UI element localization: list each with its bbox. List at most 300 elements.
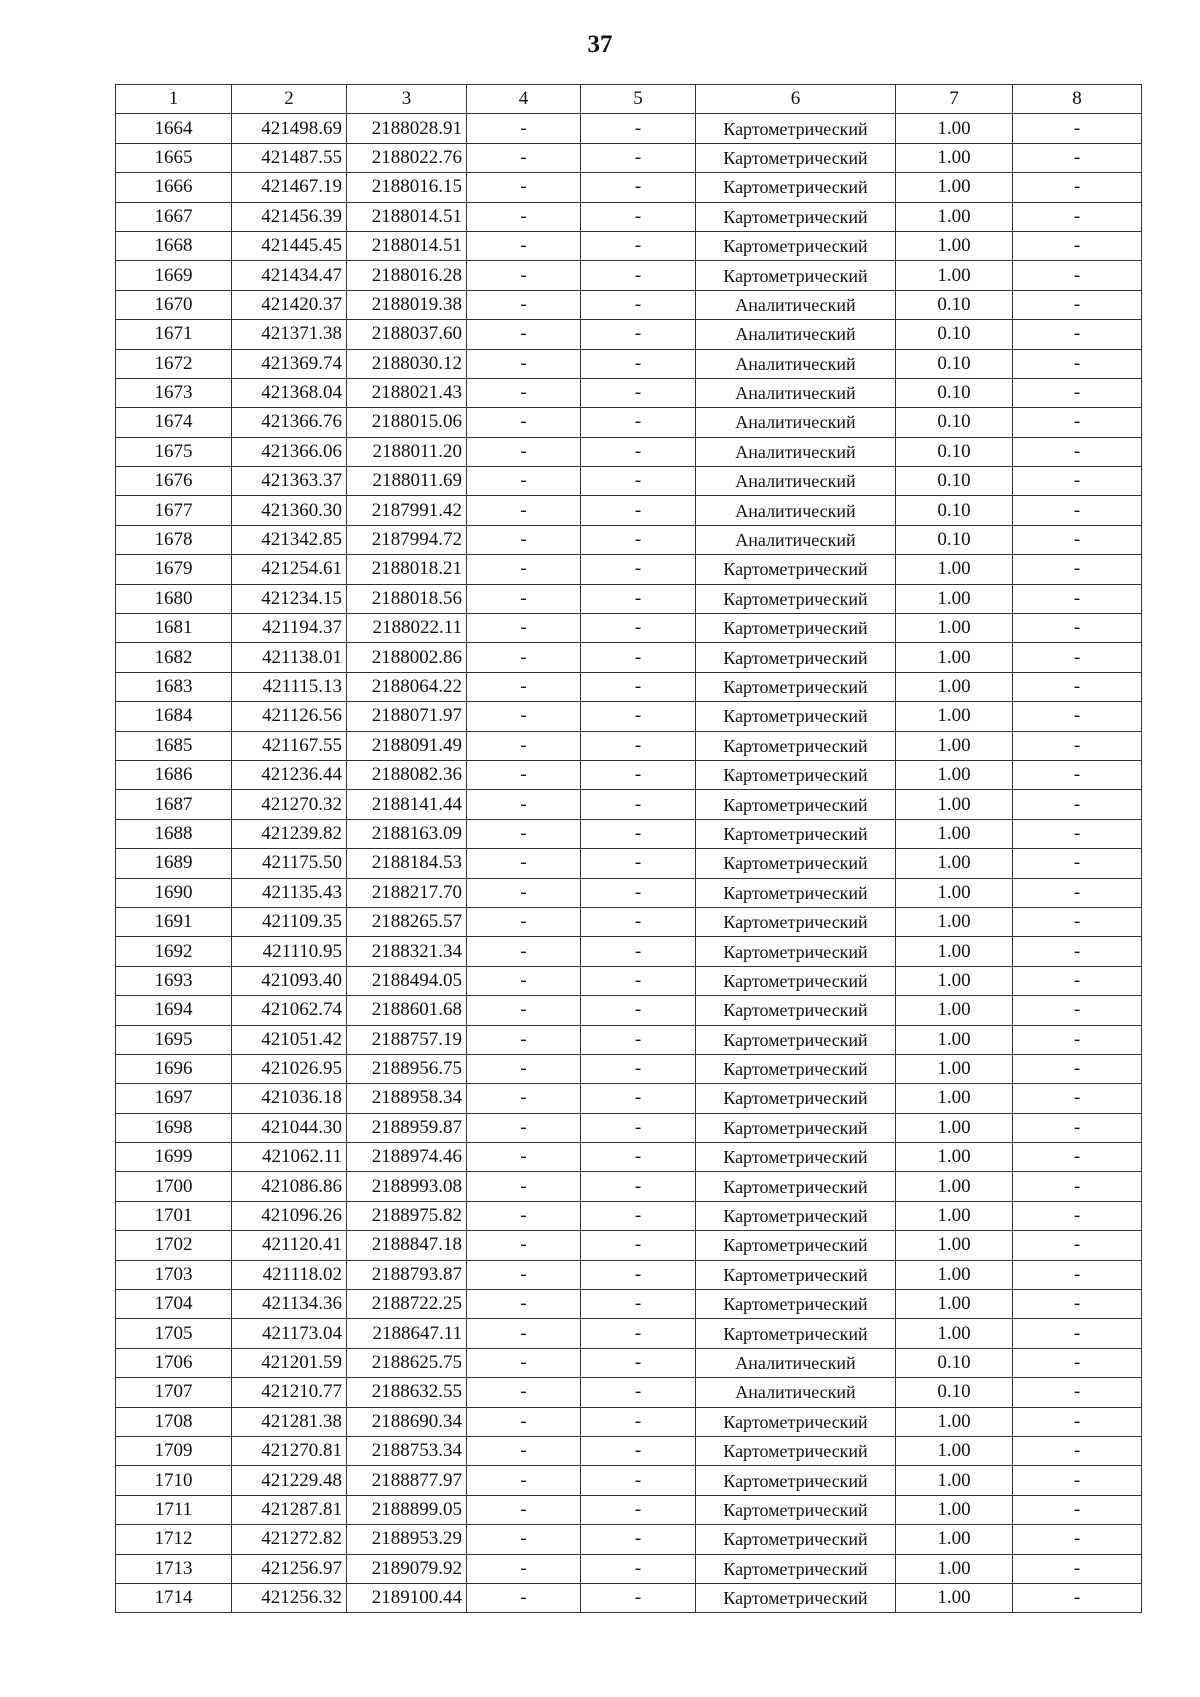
y-coordinate-cell: 2188015.06 (347, 408, 467, 437)
accuracy-cell: 1.00 (896, 790, 1013, 819)
accuracy-cell: 1.00 (896, 1525, 1013, 1554)
accuracy-cell: 0.10 (896, 349, 1013, 378)
point-number-cell: 1683 (116, 672, 232, 701)
column-5-cell: - (581, 1290, 696, 1319)
table-row (116, 555, 1142, 584)
column-8-cell: - (1013, 1201, 1142, 1230)
column-5-cell: - (581, 849, 696, 878)
accuracy-cell: 1.00 (896, 643, 1013, 672)
point-number-cell: 1669 (116, 261, 232, 290)
method-cell: Аналитический (696, 1348, 896, 1377)
column-5-cell: - (581, 731, 696, 760)
method-cell: Картометрический (696, 1495, 896, 1524)
coordinates-table (115, 84, 1142, 1613)
column-4-cell: - (467, 878, 581, 907)
point-number-cell: 1677 (116, 496, 232, 525)
y-coordinate-cell: 2188014.51 (347, 231, 467, 260)
x-coordinate-cell: 421366.76 (232, 408, 347, 437)
column-5-cell: - (581, 760, 696, 789)
table-row (116, 1113, 1142, 1142)
table-row (116, 1378, 1142, 1407)
point-number-cell: 1670 (116, 290, 232, 319)
column-4-cell: - (467, 143, 581, 172)
method-cell: Аналитический (696, 320, 896, 349)
method-cell: Картометрический (696, 996, 896, 1025)
point-number-cell: 1702 (116, 1231, 232, 1260)
page-number: 37 (587, 31, 613, 58)
column-8-cell: - (1013, 525, 1142, 554)
y-coordinate-cell: 2188958.34 (347, 1084, 467, 1113)
column-4-cell: - (467, 1201, 581, 1230)
x-coordinate-cell: 421135.43 (232, 878, 347, 907)
column-4-cell: - (467, 1378, 581, 1407)
column-5-cell: - (581, 290, 696, 319)
table-row (116, 261, 1142, 290)
y-coordinate-cell: 2188217.70 (347, 878, 467, 907)
table-row (116, 437, 1142, 466)
table-body (116, 114, 1142, 1613)
table-row (116, 849, 1142, 878)
column-8-cell: - (1013, 1143, 1142, 1172)
point-number-cell: 1707 (116, 1378, 232, 1407)
y-coordinate-cell: 2188959.87 (347, 1113, 467, 1142)
x-coordinate-cell: 421138.01 (232, 643, 347, 672)
column-8-cell: - (1013, 1113, 1142, 1142)
y-coordinate-cell: 2188011.20 (347, 437, 467, 466)
column-5-cell: - (581, 1436, 696, 1465)
column-8-cell: - (1013, 1231, 1142, 1260)
table-row (116, 643, 1142, 672)
table-row (116, 1495, 1142, 1524)
accuracy-cell: 1.00 (896, 1113, 1013, 1142)
table-row (116, 408, 1142, 437)
x-coordinate-cell: 421173.04 (232, 1319, 347, 1348)
column-5-cell: - (581, 878, 696, 907)
column-4-cell: - (467, 1319, 581, 1348)
y-coordinate-cell: 2188877.97 (347, 1466, 467, 1495)
method-cell: Картометрический (696, 1201, 896, 1230)
column-5-cell: - (581, 555, 696, 584)
table-row (116, 1407, 1142, 1436)
column-4-cell: - (467, 290, 581, 319)
table-header-row (116, 85, 1142, 114)
column-8-cell: - (1013, 1378, 1142, 1407)
method-cell: Картометрический (696, 555, 896, 584)
column-8-cell: - (1013, 996, 1142, 1025)
table-row (116, 525, 1142, 554)
column-4-cell: - (467, 1436, 581, 1465)
table-row (116, 496, 1142, 525)
column-4-cell: - (467, 1407, 581, 1436)
table-row (116, 143, 1142, 172)
column-4-cell: - (467, 525, 581, 554)
accuracy-cell: 1.00 (896, 231, 1013, 260)
column-8-cell: - (1013, 907, 1142, 936)
table-row (116, 1436, 1142, 1465)
table-row (116, 819, 1142, 848)
y-coordinate-cell: 2188028.91 (347, 114, 467, 143)
column-8-cell: - (1013, 114, 1142, 143)
table-row (116, 1231, 1142, 1260)
accuracy-cell: 1.00 (896, 555, 1013, 584)
method-cell: Картометрический (696, 1319, 896, 1348)
method-cell: Картометрический (696, 907, 896, 936)
x-coordinate-cell: 421287.81 (232, 1495, 347, 1524)
point-number-cell: 1681 (116, 614, 232, 643)
point-number-cell: 1700 (116, 1172, 232, 1201)
table-row (116, 1319, 1142, 1348)
column-8-cell: - (1013, 1466, 1142, 1495)
point-number-cell: 1705 (116, 1319, 232, 1348)
y-coordinate-cell: 2188722.25 (347, 1290, 467, 1319)
table-row (116, 878, 1142, 907)
column-8-cell: - (1013, 966, 1142, 995)
column-8-cell: - (1013, 261, 1142, 290)
column-8-cell: - (1013, 555, 1142, 584)
x-coordinate-cell: 421254.61 (232, 555, 347, 584)
column-4-cell: - (467, 849, 581, 878)
y-coordinate-cell: 2188184.53 (347, 849, 467, 878)
column-5-cell: - (581, 1348, 696, 1377)
column-5-cell: - (581, 1143, 696, 1172)
column-4-cell: - (467, 996, 581, 1025)
method-cell: Картометрический (696, 790, 896, 819)
table-row (116, 790, 1142, 819)
accuracy-cell: 0.10 (896, 320, 1013, 349)
column-8-cell: - (1013, 1054, 1142, 1083)
column-8-cell: - (1013, 1084, 1142, 1113)
accuracy-cell: 1.00 (896, 1554, 1013, 1583)
column-5-cell: - (581, 1495, 696, 1524)
column-8-cell: - (1013, 731, 1142, 760)
method-cell: Картометрический (696, 702, 896, 731)
column-4-cell: - (467, 643, 581, 672)
column-8-cell: - (1013, 878, 1142, 907)
y-coordinate-cell: 2188793.87 (347, 1260, 467, 1289)
column-5-cell: - (581, 937, 696, 966)
column-5-cell: - (581, 1378, 696, 1407)
table-row (116, 1054, 1142, 1083)
method-cell: Аналитический (696, 290, 896, 319)
column-4-cell: - (467, 1025, 581, 1054)
point-number-cell: 1704 (116, 1290, 232, 1319)
accuracy-cell: 1.00 (896, 1084, 1013, 1113)
x-coordinate-cell: 421420.37 (232, 290, 347, 319)
method-cell: Картометрический (696, 819, 896, 848)
table-row (116, 966, 1142, 995)
column-4-cell: - (467, 1583, 581, 1612)
point-number-cell: 1680 (116, 584, 232, 613)
method-cell: Картометрический (696, 231, 896, 260)
table-row (116, 1025, 1142, 1054)
point-number-cell: 1694 (116, 996, 232, 1025)
accuracy-cell: 1.00 (896, 202, 1013, 231)
method-cell: Картометрический (696, 1583, 896, 1612)
column-5-cell: - (581, 1025, 696, 1054)
point-number-cell: 1698 (116, 1113, 232, 1142)
point-number-cell: 1674 (116, 408, 232, 437)
x-coordinate-cell: 421467.19 (232, 173, 347, 202)
accuracy-cell: 1.00 (896, 702, 1013, 731)
table-row (116, 1201, 1142, 1230)
accuracy-cell: 1.00 (896, 907, 1013, 936)
column-5-cell: - (581, 1113, 696, 1142)
method-cell: Аналитический (696, 467, 896, 496)
method-cell: Картометрический (696, 143, 896, 172)
point-number-cell: 1714 (116, 1583, 232, 1612)
column-4-cell: - (467, 907, 581, 936)
method-cell: Картометрический (696, 1113, 896, 1142)
column-8-cell: - (1013, 1583, 1142, 1612)
column-5-cell: - (581, 1554, 696, 1583)
x-coordinate-cell: 421044.30 (232, 1113, 347, 1142)
x-coordinate-cell: 421036.18 (232, 1084, 347, 1113)
accuracy-cell: 0.10 (896, 525, 1013, 554)
accuracy-cell: 1.00 (896, 1495, 1013, 1524)
accuracy-cell: 0.10 (896, 408, 1013, 437)
table-row (116, 614, 1142, 643)
y-coordinate-cell: 2188016.15 (347, 173, 467, 202)
method-cell: Аналитический (696, 378, 896, 407)
y-coordinate-cell: 2187994.72 (347, 525, 467, 554)
x-coordinate-cell: 421109.35 (232, 907, 347, 936)
column-8-cell: - (1013, 290, 1142, 319)
point-number-cell: 1699 (116, 1143, 232, 1172)
column-4-cell: - (467, 937, 581, 966)
accuracy-cell: 1.00 (896, 1407, 1013, 1436)
table-row (116, 1583, 1142, 1612)
y-coordinate-cell: 2188625.75 (347, 1348, 467, 1377)
point-number-cell: 1701 (116, 1201, 232, 1230)
column-8-cell: - (1013, 672, 1142, 701)
method-cell: Картометрический (696, 1084, 896, 1113)
table-row (116, 114, 1142, 143)
column-4-cell: - (467, 467, 581, 496)
accuracy-cell: 1.00 (896, 261, 1013, 290)
method-cell: Картометрический (696, 1290, 896, 1319)
header-cell: 5 (581, 85, 696, 114)
table-row (116, 378, 1142, 407)
point-number-cell: 1695 (116, 1025, 232, 1054)
x-coordinate-cell: 421272.82 (232, 1525, 347, 1554)
column-5-cell: - (581, 173, 696, 202)
point-number-cell: 1712 (116, 1525, 232, 1554)
y-coordinate-cell: 2188018.21 (347, 555, 467, 584)
y-coordinate-cell: 2188757.19 (347, 1025, 467, 1054)
x-coordinate-cell: 421086.86 (232, 1172, 347, 1201)
point-number-cell: 1691 (116, 907, 232, 936)
column-5-cell: - (581, 1466, 696, 1495)
table-row (116, 907, 1142, 936)
column-4-cell: - (467, 408, 581, 437)
x-coordinate-cell: 421210.77 (232, 1378, 347, 1407)
column-8-cell: - (1013, 202, 1142, 231)
table-row (116, 1172, 1142, 1201)
accuracy-cell: 0.10 (896, 1348, 1013, 1377)
accuracy-cell: 1.00 (896, 760, 1013, 789)
column-5-cell: - (581, 672, 696, 701)
column-5-cell: - (581, 1054, 696, 1083)
method-cell: Картометрический (696, 760, 896, 789)
accuracy-cell: 1.00 (896, 1436, 1013, 1465)
column-5-cell: - (581, 408, 696, 437)
method-cell: Картометрический (696, 1407, 896, 1436)
accuracy-cell: 1.00 (896, 996, 1013, 1025)
accuracy-cell: 1.00 (896, 143, 1013, 172)
table-row (116, 1348, 1142, 1377)
point-number-cell: 1678 (116, 525, 232, 554)
header-cell: 3 (347, 85, 467, 114)
method-cell: Картометрический (696, 849, 896, 878)
point-number-cell: 1667 (116, 202, 232, 231)
point-number-cell: 1689 (116, 849, 232, 878)
y-coordinate-cell: 2188014.51 (347, 202, 467, 231)
column-8-cell: - (1013, 614, 1142, 643)
x-coordinate-cell: 421360.30 (232, 496, 347, 525)
method-cell: Картометрический (696, 1466, 896, 1495)
table-row (116, 1554, 1142, 1583)
y-coordinate-cell: 2188022.76 (347, 143, 467, 172)
x-coordinate-cell: 421498.69 (232, 114, 347, 143)
column-5-cell: - (581, 1583, 696, 1612)
column-4-cell: - (467, 672, 581, 701)
x-coordinate-cell: 421062.11 (232, 1143, 347, 1172)
x-coordinate-cell: 421167.55 (232, 731, 347, 760)
method-cell: Картометрический (696, 878, 896, 907)
header-cell: 2 (232, 85, 347, 114)
method-cell: Аналитический (696, 437, 896, 466)
column-8-cell: - (1013, 1290, 1142, 1319)
x-coordinate-cell: 421342.85 (232, 525, 347, 554)
point-number-cell: 1687 (116, 790, 232, 819)
column-5-cell: - (581, 496, 696, 525)
point-number-cell: 1666 (116, 173, 232, 202)
y-coordinate-cell: 2188071.97 (347, 702, 467, 731)
table-row (116, 1290, 1142, 1319)
column-8-cell: - (1013, 1260, 1142, 1289)
table-row (116, 1466, 1142, 1495)
column-5-cell: - (581, 1407, 696, 1436)
y-coordinate-cell: 2188021.43 (347, 378, 467, 407)
column-8-cell: - (1013, 1348, 1142, 1377)
column-8-cell: - (1013, 1319, 1142, 1348)
header-cell: 6 (696, 85, 896, 114)
y-coordinate-cell: 2188037.60 (347, 320, 467, 349)
column-4-cell: - (467, 819, 581, 848)
table-row (116, 1260, 1142, 1289)
column-4-cell: - (467, 1172, 581, 1201)
column-8-cell: - (1013, 643, 1142, 672)
accuracy-cell: 1.00 (896, 849, 1013, 878)
x-coordinate-cell: 421368.04 (232, 378, 347, 407)
method-cell: Картометрический (696, 643, 896, 672)
y-coordinate-cell: 2188163.09 (347, 819, 467, 848)
column-4-cell: - (467, 790, 581, 819)
x-coordinate-cell: 421369.74 (232, 349, 347, 378)
y-coordinate-cell: 2188064.22 (347, 672, 467, 701)
y-coordinate-cell: 2188975.82 (347, 1201, 467, 1230)
accuracy-cell: 1.00 (896, 1172, 1013, 1201)
column-8-cell: - (1013, 408, 1142, 437)
column-4-cell: - (467, 760, 581, 789)
column-8-cell: - (1013, 937, 1142, 966)
point-number-cell: 1706 (116, 1348, 232, 1377)
point-number-cell: 1673 (116, 378, 232, 407)
x-coordinate-cell: 421175.50 (232, 849, 347, 878)
y-coordinate-cell: 2188022.11 (347, 614, 467, 643)
y-coordinate-cell: 2188974.46 (347, 1143, 467, 1172)
column-5-cell: - (581, 966, 696, 995)
point-number-cell: 1665 (116, 143, 232, 172)
method-cell: Картометрический (696, 114, 896, 143)
accuracy-cell: 1.00 (896, 173, 1013, 202)
column-8-cell: - (1013, 1495, 1142, 1524)
accuracy-cell: 1.00 (896, 966, 1013, 995)
column-8-cell: - (1013, 1436, 1142, 1465)
y-coordinate-cell: 2189079.92 (347, 1554, 467, 1583)
header-cell: 8 (1013, 85, 1142, 114)
column-5-cell: - (581, 437, 696, 466)
x-coordinate-cell: 421239.82 (232, 819, 347, 848)
x-coordinate-cell: 421096.26 (232, 1201, 347, 1230)
column-5-cell: - (581, 202, 696, 231)
x-coordinate-cell: 421445.45 (232, 231, 347, 260)
x-coordinate-cell: 421487.55 (232, 143, 347, 172)
column-8-cell: - (1013, 378, 1142, 407)
table-row (116, 349, 1142, 378)
x-coordinate-cell: 421093.40 (232, 966, 347, 995)
point-number-cell: 1671 (116, 320, 232, 349)
accuracy-cell: 1.00 (896, 1466, 1013, 1495)
column-5-cell: - (581, 614, 696, 643)
method-cell: Картометрический (696, 173, 896, 202)
point-number-cell: 1668 (116, 231, 232, 260)
column-8-cell: - (1013, 790, 1142, 819)
x-coordinate-cell: 421270.81 (232, 1436, 347, 1465)
x-coordinate-cell: 421366.06 (232, 437, 347, 466)
y-coordinate-cell: 2188953.29 (347, 1525, 467, 1554)
column-4-cell: - (467, 231, 581, 260)
y-coordinate-cell: 2188141.44 (347, 790, 467, 819)
column-4-cell: - (467, 1260, 581, 1289)
y-coordinate-cell: 2188091.49 (347, 731, 467, 760)
table-row (116, 1525, 1142, 1554)
header-cell: 7 (896, 85, 1013, 114)
accuracy-cell: 0.10 (896, 290, 1013, 319)
method-cell: Картометрический (696, 937, 896, 966)
x-coordinate-cell: 421256.32 (232, 1583, 347, 1612)
point-number-cell: 1693 (116, 966, 232, 995)
column-8-cell: - (1013, 437, 1142, 466)
column-8-cell: - (1013, 349, 1142, 378)
column-4-cell: - (467, 702, 581, 731)
x-coordinate-cell: 421026.95 (232, 1054, 347, 1083)
column-5-cell: - (581, 261, 696, 290)
y-coordinate-cell: 2189100.44 (347, 1583, 467, 1612)
column-4-cell: - (467, 1084, 581, 1113)
column-4-cell: - (467, 349, 581, 378)
point-number-cell: 1676 (116, 467, 232, 496)
table-row (116, 584, 1142, 613)
x-coordinate-cell: 421062.74 (232, 996, 347, 1025)
accuracy-cell: 0.10 (896, 437, 1013, 466)
column-5-cell: - (581, 320, 696, 349)
column-8-cell: - (1013, 584, 1142, 613)
method-cell: Аналитический (696, 1378, 896, 1407)
point-number-cell: 1690 (116, 878, 232, 907)
column-5-cell: - (581, 702, 696, 731)
column-8-cell: - (1013, 496, 1142, 525)
